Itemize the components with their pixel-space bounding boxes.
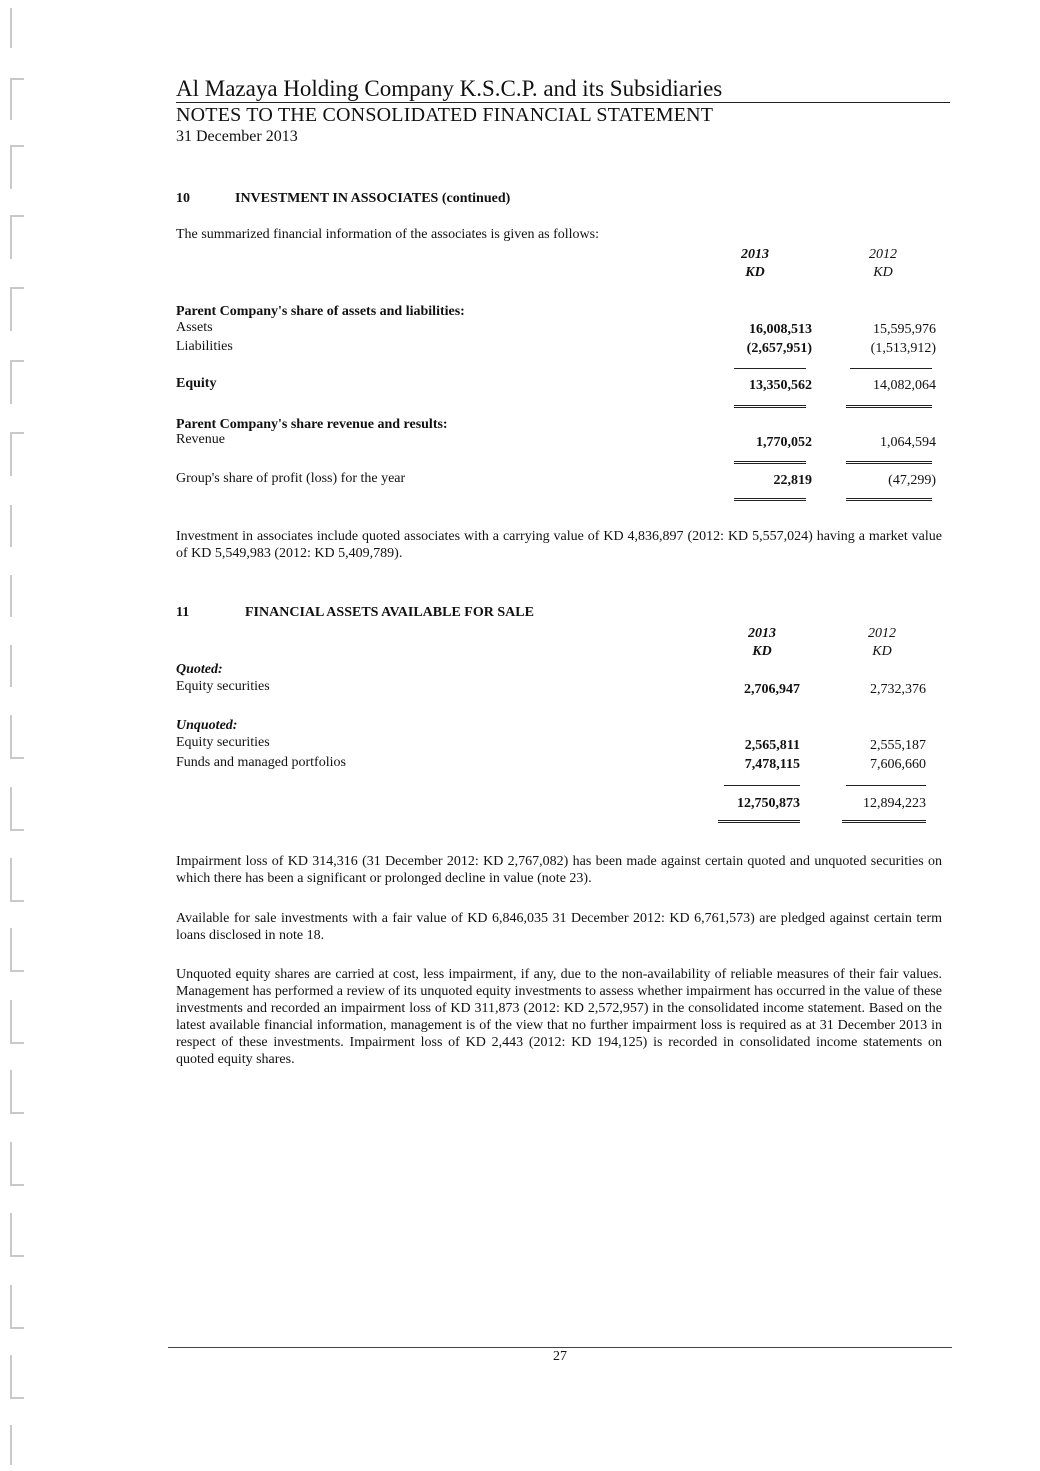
unquoted-equity-2013: 2,565,811 bbox=[744, 738, 800, 753]
subtotal-rule-2012 bbox=[850, 368, 932, 369]
funds-label: Funds and managed portfolios bbox=[176, 755, 346, 770]
binder-mark bbox=[10, 432, 24, 476]
unquoted-equity-label: Equity securities bbox=[176, 735, 270, 750]
binder-mark bbox=[10, 145, 24, 189]
binder-mark bbox=[10, 1355, 24, 1399]
group-heading-assets-liabilities: Parent Company's share of assets and liabilities: bbox=[176, 304, 465, 319]
binder-mark bbox=[10, 787, 24, 831]
assets-label: Assets bbox=[176, 320, 213, 335]
section-intro: The summarized financial information of the associates is given as follows: bbox=[176, 227, 599, 242]
binder-mark bbox=[10, 928, 24, 972]
binder-mark bbox=[10, 1425, 24, 1465]
section-title: FINANCIAL ASSETS AVAILABLE FOR SALE bbox=[245, 605, 534, 620]
binder-mark bbox=[10, 715, 24, 759]
binder-mark bbox=[10, 1070, 24, 1114]
unquoted-equity-2012: 2,555,187 bbox=[870, 738, 926, 753]
section-number: 10 bbox=[176, 191, 190, 206]
binder-mark bbox=[10, 360, 24, 404]
liabilities-2012: (1,513,912) bbox=[870, 341, 936, 356]
equity-2012: 14,082,064 bbox=[873, 378, 936, 393]
quoted-equity-label: Equity securities bbox=[176, 679, 270, 694]
profit-rule-2013 bbox=[734, 498, 806, 501]
column-header-2012-year: 2012 bbox=[868, 626, 896, 641]
section-number: 11 bbox=[176, 605, 190, 620]
profit-2013: 22,819 bbox=[773, 473, 812, 488]
subtotal-rule-2013 bbox=[734, 368, 806, 369]
notes-title: NOTES TO THE CONSOLIDATED FINANCIAL STATEMENT bbox=[176, 104, 714, 126]
total-rule-2013 bbox=[718, 820, 800, 823]
section-title: INVESTMENT IN ASSOCIATES (continued) bbox=[235, 191, 511, 206]
total-rule-2013 bbox=[734, 405, 806, 408]
column-header-2012-year: 2012 bbox=[869, 247, 897, 262]
binder-mark bbox=[10, 1285, 24, 1329]
column-header-2013-year: 2013 bbox=[741, 247, 769, 262]
equity-2013: 13,350,562 bbox=[749, 378, 812, 393]
column-header-2012-unit: KD bbox=[872, 644, 892, 659]
funds-2012: 7,606,660 bbox=[870, 757, 926, 772]
unquoted-policy-paragraph: Unquoted equity shares are carried at cost, less impairment, if any, due to the non-availability of reliable measures of their fair values. Management has performed a review of its unquoted equity investments to assess whether impairment has occurred in the value of these investments and recorded an impairment loss of KD 311,873 (2012: KD 2,572,957) in the consolidated income statement. Based on the latest available financial information, management is of the view that no further impairment loss is required as at 31 December 2013 in respect of these investments. Impairment loss of KD 2,443 (2012: KD 194,125) is recorded in consolidated income statements on quoted equity shares. bbox=[176, 967, 942, 1067]
funds-2013: 7,478,115 bbox=[744, 757, 800, 772]
column-header-2013-unit: KD bbox=[752, 644, 772, 659]
pledged-paragraph: Available for sale investments with a fair value of KD 6,846,035 31 December 2012: KD 6,761,573) are pledged against certain term loans disclosed in note 18. bbox=[176, 911, 942, 943]
assets-2012: 15,595,976 bbox=[873, 322, 936, 337]
company-name: Al Mazaya Holding Company K.S.C.P. and its Subsidiaries bbox=[176, 76, 723, 101]
binder-mark bbox=[10, 287, 24, 331]
column-header-2013-year: 2013 bbox=[748, 626, 776, 641]
liabilities-label: Liabilities bbox=[176, 339, 233, 354]
impairment-paragraph: Impairment loss of KD 314,316 (31 December 2012: KD 2,767,082) has been made against certain quoted and unquoted securities on which there has been a significant or prolonged decline in value (note 23). bbox=[176, 854, 942, 886]
profit-2012: (47,299) bbox=[888, 473, 936, 488]
revenue-rule-2013 bbox=[734, 461, 806, 464]
revenue-rule-2012 bbox=[846, 461, 932, 464]
column-header-2012-unit: KD bbox=[873, 265, 893, 280]
total-2012: 12,894,223 bbox=[863, 796, 926, 811]
revenue-2013: 1,770,052 bbox=[756, 435, 812, 450]
equity-label: Equity bbox=[176, 376, 217, 391]
binder-mark bbox=[10, 1000, 24, 1044]
binder-mark bbox=[10, 78, 24, 120]
assets-2013: 16,008,513 bbox=[749, 322, 812, 337]
profit-label: Group's share of profit (loss) for the year bbox=[176, 471, 406, 486]
binder-mark bbox=[10, 1142, 24, 1186]
binder-mark bbox=[10, 575, 24, 617]
total-rule-2012 bbox=[846, 405, 932, 408]
associates-note-paragraph: Investment in associates include quoted associates with a carrying value of KD 4,836,897 (2012: KD 5,557,024) having a market value of KD 5,549,983 (2012: KD 5,409,789). bbox=[176, 529, 942, 561]
subtotal-rule-2013 bbox=[724, 785, 800, 786]
binder-mark bbox=[10, 645, 24, 687]
group-heading-revenue-results: Parent Company's share revenue and results: bbox=[176, 417, 448, 432]
quoted-equity-2013: 2,706,947 bbox=[744, 682, 800, 697]
liabilities-2013: (2,657,951) bbox=[746, 341, 812, 356]
total-rule-2012 bbox=[842, 820, 926, 823]
total-2013: 12,750,873 bbox=[737, 796, 800, 811]
quoted-heading: Quoted: bbox=[176, 662, 223, 677]
quoted-equity-2012: 2,732,376 bbox=[870, 682, 926, 697]
binder-mark bbox=[10, 215, 24, 259]
statement-date: 31 December 2013 bbox=[176, 128, 298, 145]
subtotal-rule-2012 bbox=[846, 785, 926, 786]
revenue-2012: 1,064,594 bbox=[880, 435, 936, 450]
binder-mark bbox=[10, 1213, 24, 1257]
page-number: 27 bbox=[553, 1349, 567, 1364]
column-header-2013-unit: KD bbox=[745, 265, 765, 280]
binder-mark bbox=[10, 858, 24, 902]
binder-mark bbox=[10, 8, 24, 48]
unquoted-heading: Unquoted: bbox=[176, 718, 238, 733]
revenue-label: Revenue bbox=[176, 432, 225, 447]
footer-rule bbox=[168, 1347, 952, 1348]
binder-mark bbox=[10, 505, 24, 547]
profit-rule-2012 bbox=[846, 498, 932, 501]
header-rule bbox=[176, 102, 950, 103]
